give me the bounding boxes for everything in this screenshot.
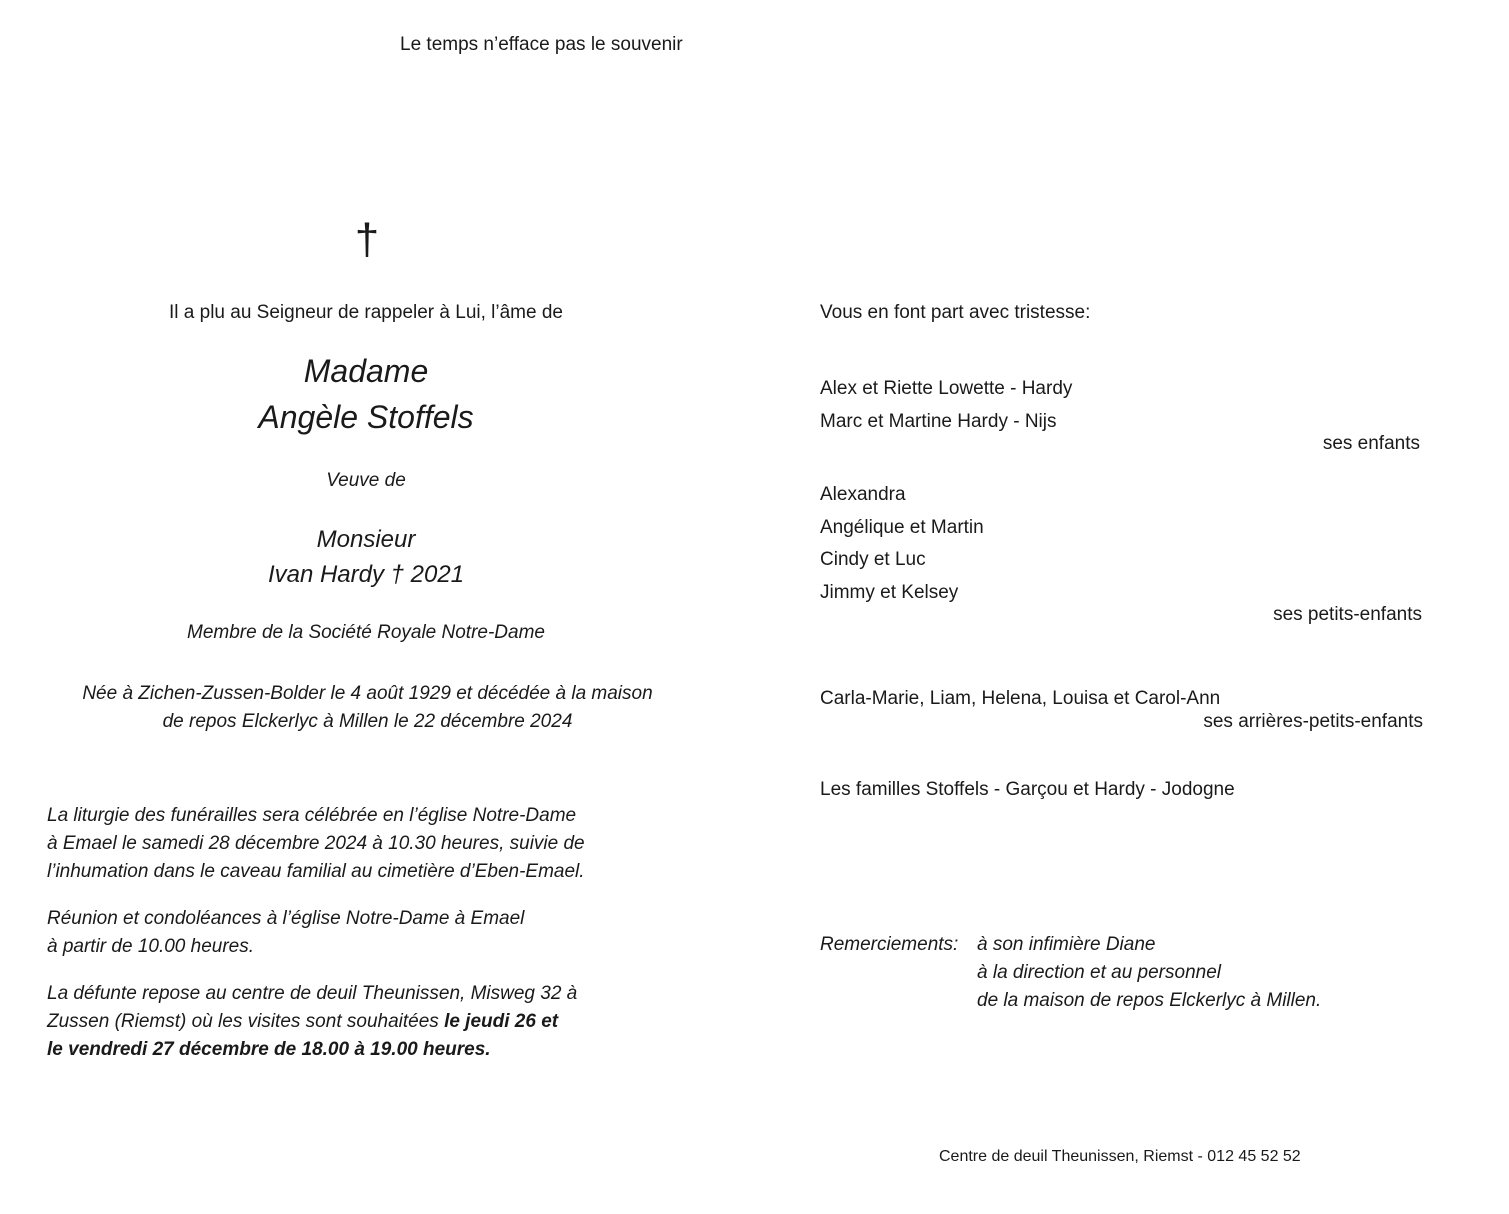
child-entry: Marc et Martine Hardy - Nijs [820, 411, 1057, 432]
grandchildren-label: ses petits-enfants [1273, 604, 1422, 625]
thanks-list [977, 931, 1321, 1015]
spouse-name: Ivan Hardy † 2021 [267, 561, 465, 588]
announce-text: Vous en font part avec tristesse: [820, 302, 1091, 323]
visits-text: Zussen (Riemst) où les visites sont souhaitées [47, 1011, 445, 1032]
deceased-name: Angèle Stoffels [258, 399, 474, 435]
birth-death-line: Née à Zichen-Zussen-Bolder le 4 août 1929 et décédée à la maison [82, 683, 653, 704]
condolences-info [47, 905, 524, 961]
great-grandchildren-label: ses arrières-petits-enfants [1203, 711, 1423, 732]
funeral-home-footer: Centre de deuil Theunissen, Riemst - 012 45 52 52 [939, 1148, 1301, 1165]
families: Les familles Stoffels - Garçou et Hardy - Jodogne [820, 779, 1235, 800]
funeral-line: à Emael le samedi 28 décembre 2024 à 10.30 heures, suivie de [47, 833, 585, 854]
visits-line [47, 1008, 577, 1036]
great-grandchildren: Carla-Marie, Liam, Helena, Louisa et Carol-Ann [820, 688, 1221, 709]
spouse-title: Monsieur [316, 526, 416, 553]
birth-death [40, 680, 695, 736]
visits-info [47, 980, 577, 1064]
children-list [820, 372, 1072, 438]
grandchild-entry: Jimmy et Kelsey [820, 581, 959, 603]
child-entry: Alex et Riette Lowette - Hardy [820, 378, 1073, 399]
deceased-title: Madame [303, 353, 429, 389]
condolences-line: à partir de 10.00 heures. [47, 936, 255, 957]
grandchildren-list [820, 479, 984, 609]
children-label: ses enfants [1322, 433, 1420, 454]
thanks-line: à la direction et au personnel [977, 962, 1221, 983]
condolences-line: Réunion et condoléances à l’église Notre-Dame à Emael [47, 908, 525, 929]
grandchild-entry: Cindy et Luc [820, 549, 926, 570]
visits-dates: le vendredi 27 décembre de 18.00 à 19.00 heures. [47, 1039, 491, 1060]
membership: Membre de la Société Royale Notre-Dame [187, 622, 545, 643]
cross-icon: † [354, 215, 380, 264]
birth-death-line: de repos Elckerlyc à Millen le 22 décembre 2024 [162, 711, 573, 732]
funeral-line: La liturgie des funérailles sera célébrée en l’église Notre-Dame [47, 805, 577, 826]
intro-text: Il a plu au Seigneur de rappeler à Lui, l’âme de [169, 302, 563, 323]
thanks-line: à son infimière Diane [977, 934, 1156, 955]
funeral-line: l’inhumation dans le caveau familial au cimetière d’Eben-Emael. [47, 861, 585, 882]
grandchild-entry: Angélique et Martin [820, 516, 984, 538]
visits-dates: le jeudi 26 et [444, 1011, 559, 1032]
funeral-info [47, 802, 585, 886]
grandchild-entry: Alexandra [820, 484, 906, 505]
visits-line: La défunte repose au centre de deuil Theunissen, Misweg 32 à [47, 983, 578, 1004]
thanks-line: de la maison de repos Elckerlyc à Millen. [977, 990, 1322, 1011]
thanks-label: Remerciements: [820, 934, 959, 955]
widow-of: Veuve de [326, 470, 406, 491]
motto: Le temps n’efface pas le souvenir [400, 34, 683, 55]
